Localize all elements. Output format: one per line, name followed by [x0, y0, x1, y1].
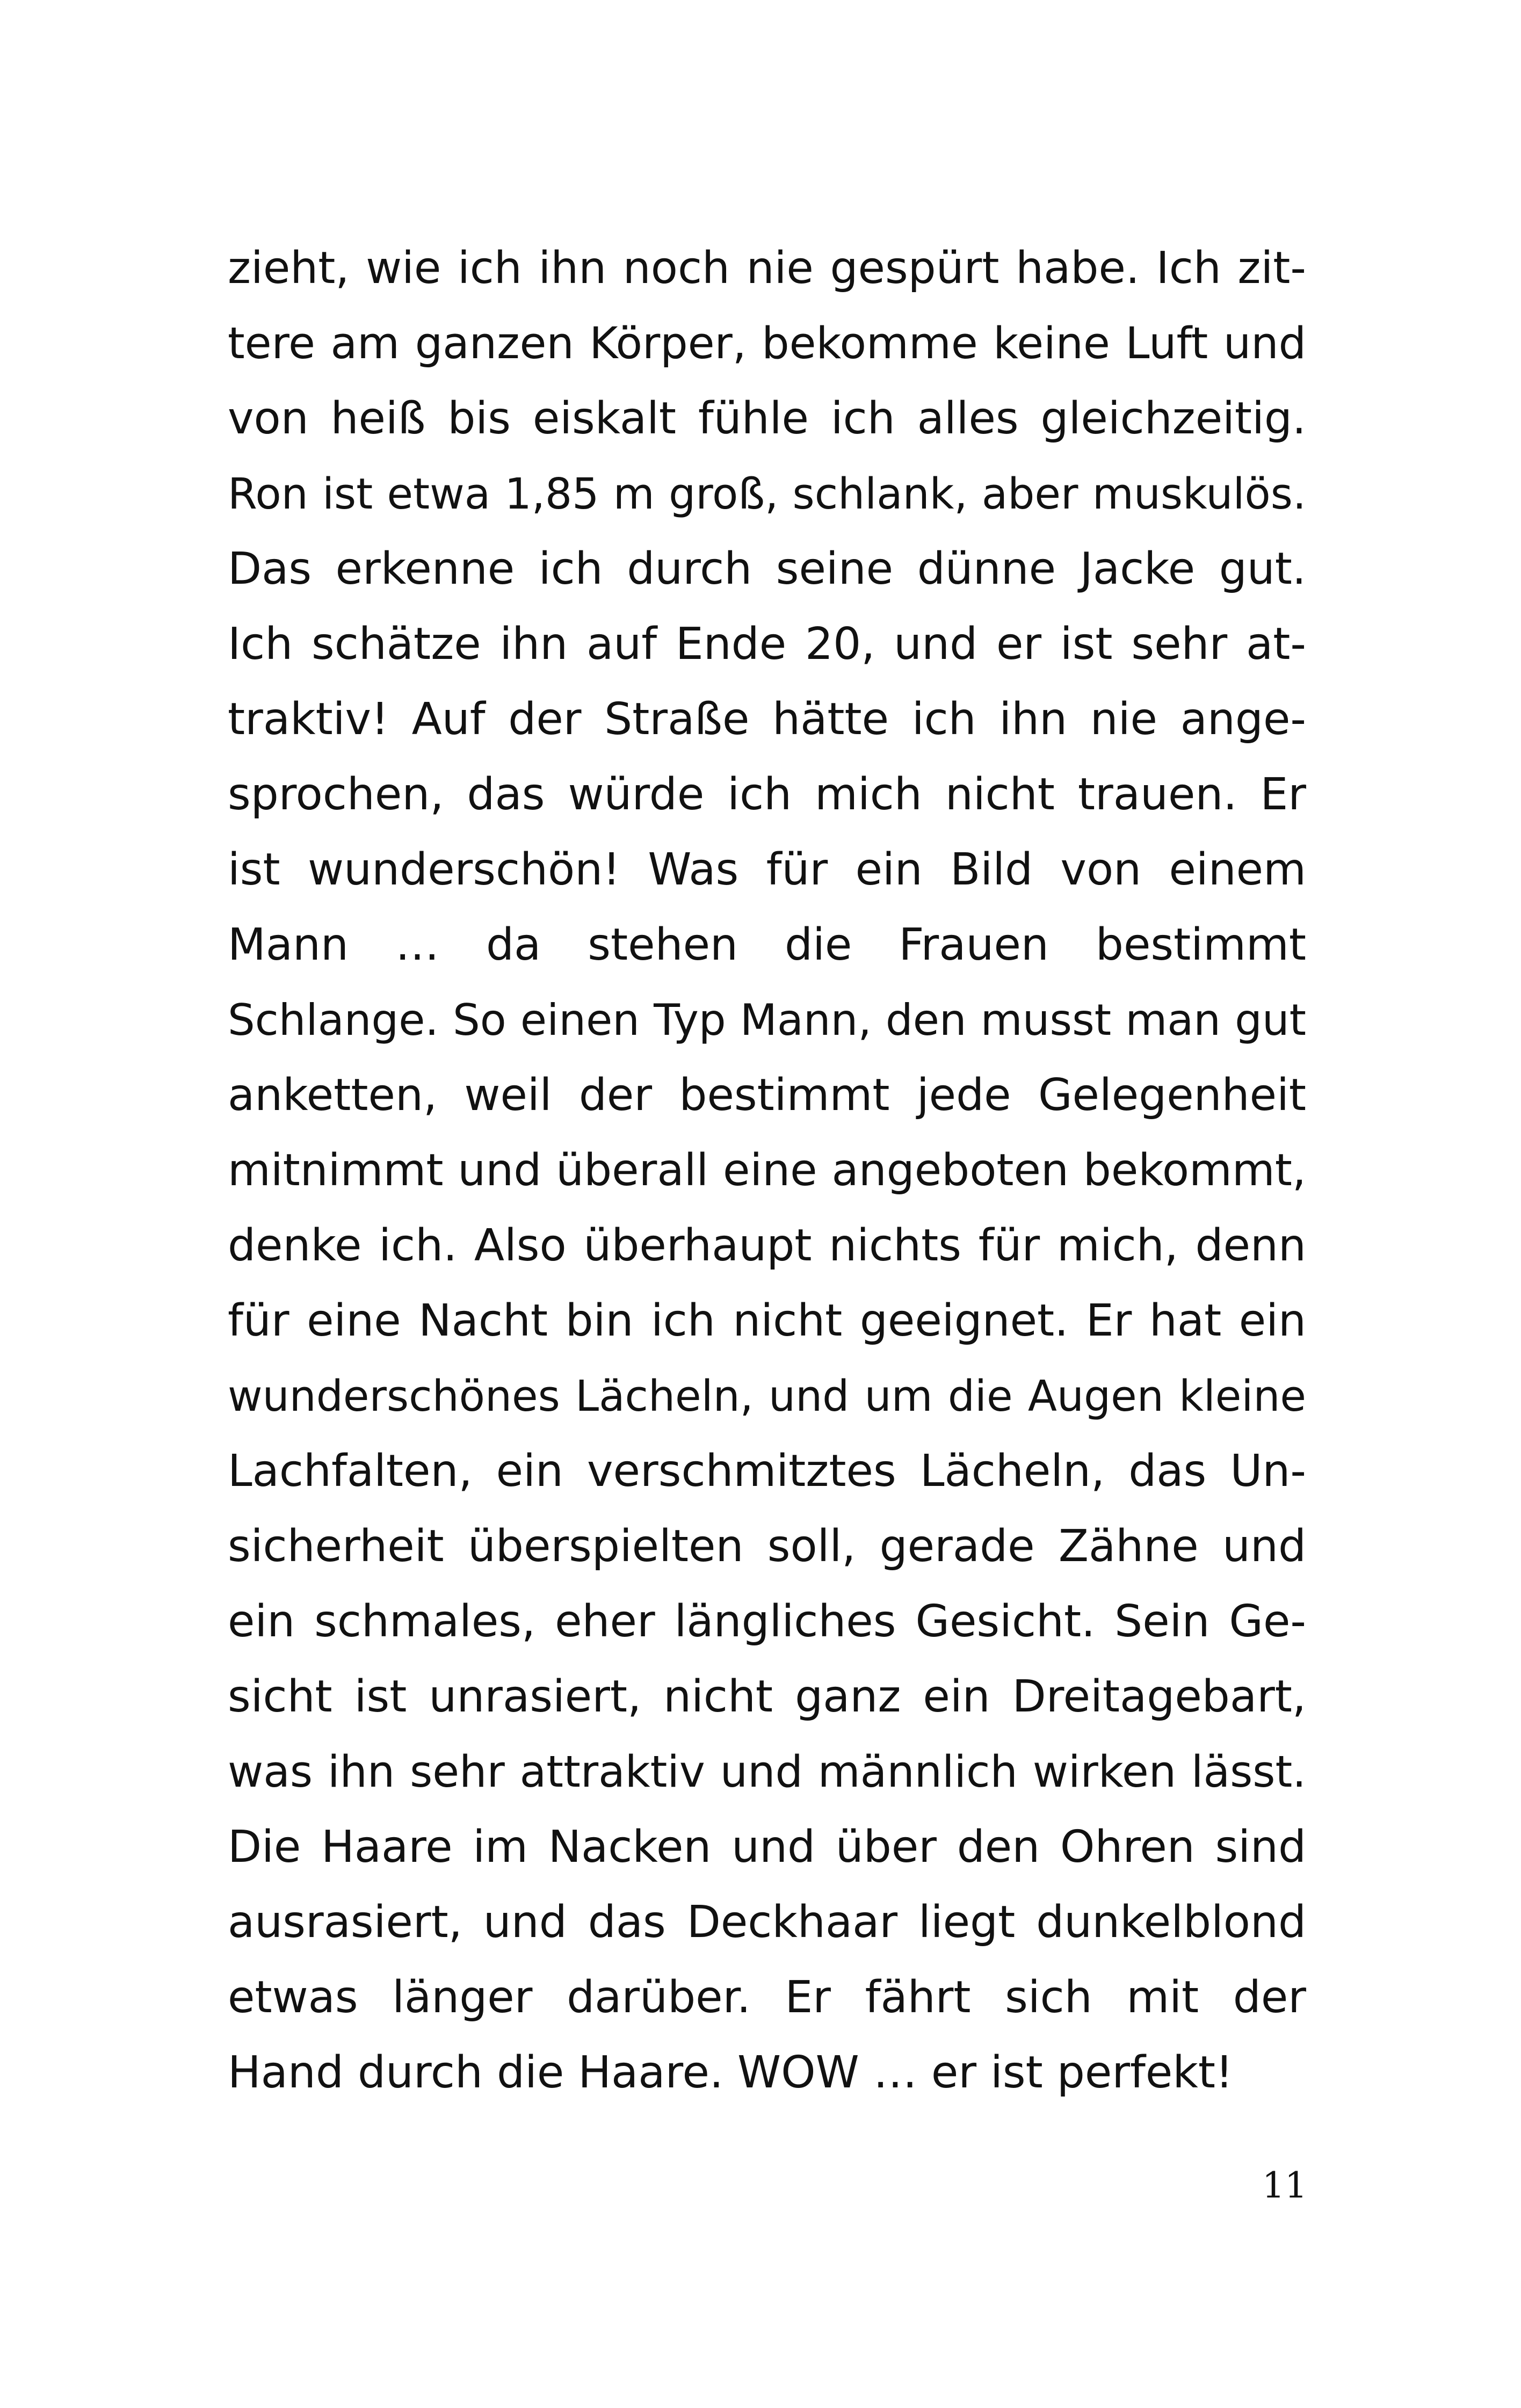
text-line: Ich schätze ihn auf Ende 20, und er ist sehr at- [228, 619, 1306, 670]
text-line: tere am ganzen Körper, bekomme keine Luft und [228, 318, 1306, 369]
text-line: ein schmales, eher längliches Gesicht. Sein Ge- [228, 1596, 1306, 1647]
body-text [228, 231, 1306, 2110]
text-line: für eine Nacht bin ich nicht geeignet. Er hat ein [228, 1295, 1306, 1346]
text-line: sprochen, das würde ich mich nicht trauen. Er [228, 769, 1306, 820]
text-line: ausrasiert, und das Deckhaar liegt dunkelblond [228, 1897, 1306, 1948]
text-line: sicherheit überspielten soll, gerade Zähne und [228, 1521, 1306, 1572]
text-line: anketten, weil der bestimmt jede Gelegenheit [228, 1070, 1306, 1121]
text-line: sicht ist unrasiert, nicht ganz ein Dreitagebart, [228, 1671, 1306, 1722]
text-line: Hand durch die Haare. WOW … er ist perfekt! [228, 2047, 1233, 2098]
text-line: Mann … da stehen die Frauen bestimmt [228, 919, 1306, 970]
text-line: Die Haare im Nacken und über den Ohren sind [228, 1822, 1306, 1873]
text-line: zieht, wie ich ihn noch nie gespürt habe. Ich zit- [228, 243, 1306, 294]
text-line: Schlange. So einen Typ Mann, den musst man gut [228, 995, 1306, 1045]
text-line: mitnimmt und überall eine angeboten bekommt, [228, 1145, 1306, 1196]
text-line: traktiv! Auf der Straße hätte ich ihn nie ange- [228, 694, 1306, 745]
text-line: von heiß bis eiskalt fühle ich alles gleichzeitig. [228, 393, 1306, 444]
text-line: denke ich. Also überhaupt nichts für mich, denn [228, 1220, 1306, 1271]
text-line: Das erkenne ich durch seine dünne Jacke gut. [228, 543, 1306, 594]
text-line: was ihn sehr attraktiv und männlich wirken lässt. [228, 1747, 1306, 1797]
text-line: etwas länger darüber. Er fährt sich mit der [228, 1972, 1306, 2023]
text-line: wunderschönes Lächeln, und um die Augen kleine [228, 1372, 1306, 1421]
text-line: Lachfalten, ein verschmitztes Lächeln, das Un- [228, 1446, 1306, 1497]
text-line: ist wunderschön! Was für ein Bild von einem [228, 844, 1306, 895]
page-number: 11 [1262, 2165, 1307, 2206]
text-line: Ron ist etwa 1,85 m groß, schlank, aber muskulös. [228, 469, 1306, 519]
